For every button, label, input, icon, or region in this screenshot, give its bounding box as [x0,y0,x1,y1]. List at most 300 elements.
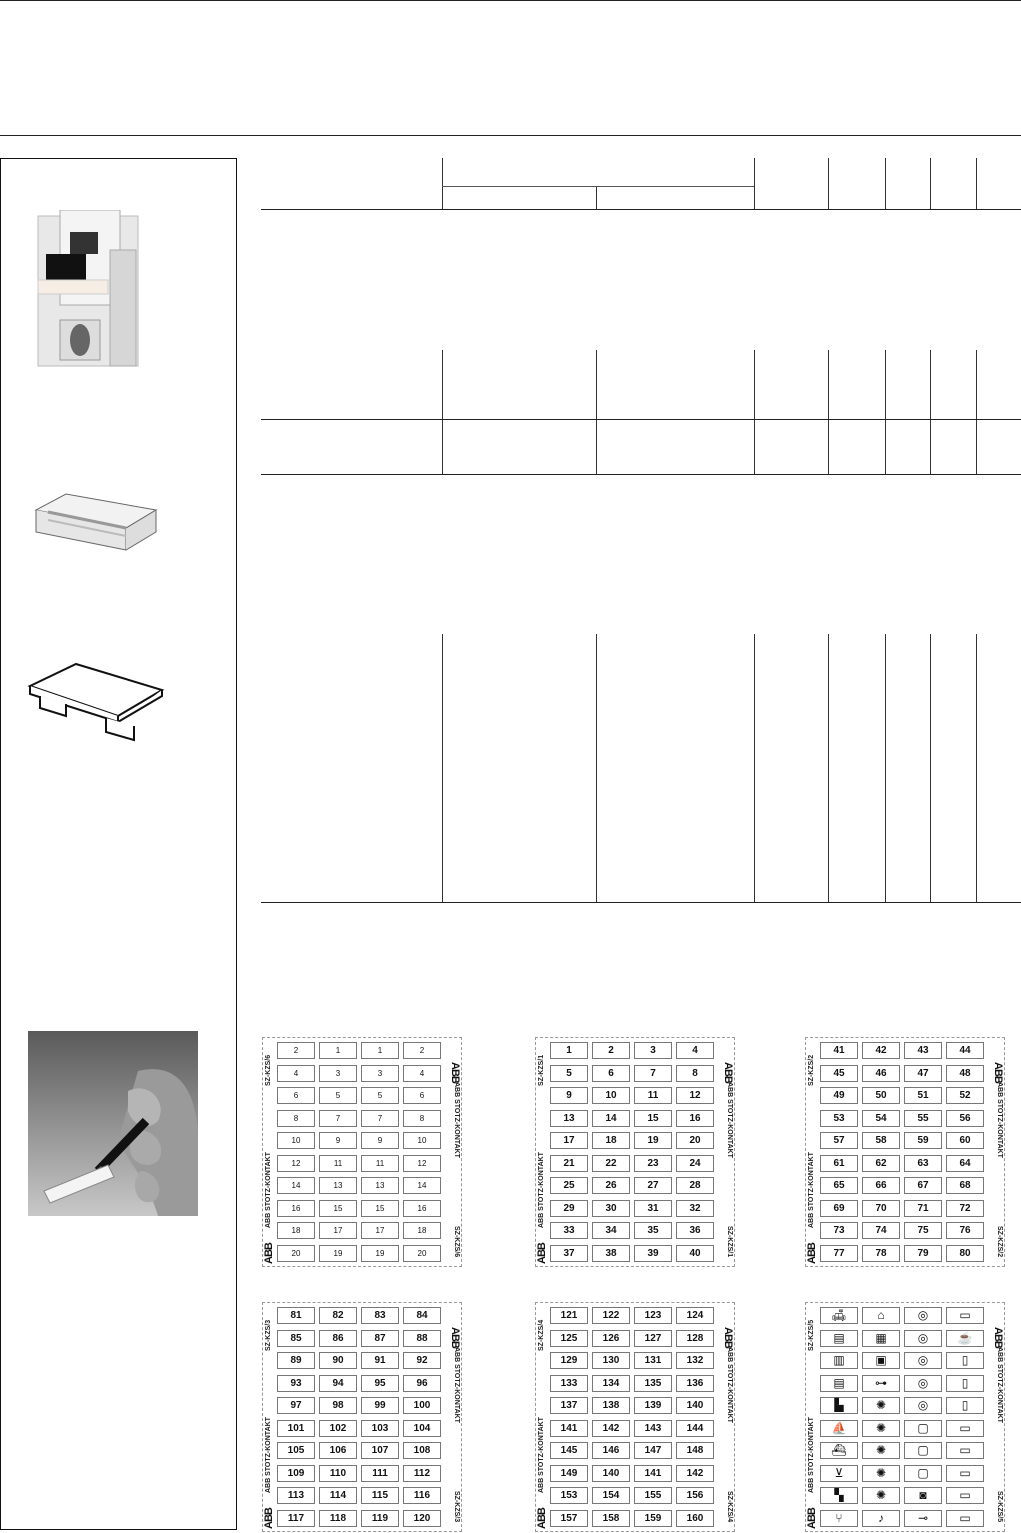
label-cell: 47 [904,1065,942,1082]
label-cell: 41 [820,1042,858,1059]
label-cell: 33 [550,1222,588,1239]
label-cell: 99 [361,1397,399,1414]
label-cell: 76 [946,1222,984,1239]
label-cell: 93 [277,1375,315,1392]
sheet-brand: ABB STOTZ-KONTAKT [538,1152,545,1228]
abb-logo: ABB [722,1327,734,1348]
label-cell: 40 [676,1245,714,1262]
label-cell: 68 [946,1177,984,1194]
label-cell: 154 [592,1487,630,1504]
label-cell: 133 [550,1375,588,1392]
label-cell: 5 [319,1087,357,1104]
socket-icon: ◎ [904,1397,942,1414]
phone-icon: ▯ [946,1352,984,1369]
label-cell: 13 [319,1177,357,1194]
label-cell: 4 [403,1065,441,1082]
label-cell: 160 [676,1510,714,1527]
label-cell: 38 [592,1245,630,1262]
label-cell: 58 [862,1132,900,1149]
label-cell: 75 [904,1222,942,1239]
label-cell: 122 [592,1307,630,1324]
socket-icon: ◎ [904,1352,942,1369]
label-cell: 16 [403,1200,441,1217]
sheet-brand: ABB STOTZ-KONTAKT [265,1152,272,1228]
label-cell: 34 [592,1222,630,1239]
car-icon: ⊶ [862,1375,900,1392]
ship-icon: ⛴ [820,1442,858,1459]
label-cell: 21 [550,1155,588,1172]
abb-logo: ABB [263,1243,275,1264]
sofa-lamp-icon: 🛋 [820,1307,858,1324]
label-cell: 3 [361,1065,399,1082]
label-cell: 141 [550,1420,588,1437]
label-cell: 3 [319,1065,357,1082]
label-cell: 57 [820,1132,858,1149]
label-cell: 71 [904,1200,942,1217]
label-cell: 51 [904,1087,942,1104]
sheet-code: SZ-KZS/5 [996,1491,1003,1523]
label-cell: 88 [403,1330,441,1347]
label-cell: 39 [634,1245,672,1262]
boat-icon: ⛵ [820,1420,858,1437]
label-cell: 7 [319,1110,357,1127]
label-cell: 64 [946,1155,984,1172]
label-cell: 155 [634,1487,672,1504]
abb-logo: ABB [263,1508,275,1529]
transparent-cover-photo [26,490,166,560]
label-cell: 141 [634,1465,672,1482]
sheet-brand: ABB STOTZ-KONTAKT [538,1417,545,1493]
label-cell: 94 [319,1375,357,1392]
label-cell: 145 [550,1442,588,1459]
label-cell: 20 [676,1132,714,1149]
table-vline [976,634,977,903]
label-cell: 106 [319,1442,357,1459]
panel-icon: ▭ [946,1487,984,1504]
label-cell: 36 [676,1222,714,1239]
label-cell: 77 [820,1245,858,1262]
appliance-icon: ▢ [904,1420,942,1437]
label-cell: 112 [403,1465,441,1482]
panel-icon: ▭ [946,1510,984,1527]
label-cell: 118 [319,1510,357,1527]
label-cell: 55 [904,1110,942,1127]
washer-icon: ◙ [904,1487,942,1504]
label-cell: 80 [946,1245,984,1262]
label-cell: 142 [676,1465,714,1482]
panel-icon: ▭ [946,1420,984,1437]
label-cell: 17 [550,1132,588,1149]
abb-logo: ABB [806,1508,818,1529]
label-cell: 65 [820,1177,858,1194]
window-icon: ▦ [862,1330,900,1347]
label-cell: 31 [634,1200,672,1217]
label-cell: 60 [946,1132,984,1149]
label-cell: 5 [361,1087,399,1104]
label-sheet [262,1037,462,1267]
panel-icon: ▭ [946,1442,984,1459]
abb-logo: ABB [992,1062,1004,1083]
label-cell: 1 [550,1042,588,1059]
drill-icon: ⊸ [904,1510,942,1527]
label-cell: 149 [550,1465,588,1482]
label-cell: 32 [676,1200,714,1217]
label-cell: 74 [862,1222,900,1239]
label-cell: 138 [592,1397,630,1414]
label-cell: 96 [403,1375,441,1392]
table-vline [442,158,443,210]
label-cell: 10 [592,1087,630,1104]
ironing-icon: ⊻ [820,1465,858,1482]
abb-logo: ABB [536,1508,548,1529]
bell-icon: ♪ [862,1510,900,1527]
label-cell: 42 [862,1042,900,1059]
table-vline [930,158,931,210]
label-cell: 146 [592,1442,630,1459]
label-cell: 119 [361,1510,399,1527]
label-cell: 83 [361,1307,399,1324]
label-cell: 139 [634,1397,672,1414]
label-cell: 35 [634,1222,672,1239]
label-cell: 104 [403,1420,441,1437]
abb-logo: ABB [536,1243,548,1264]
label-cell: 128 [676,1330,714,1347]
bulb-icon: ✺ [862,1420,900,1437]
table-vline [828,634,829,903]
label-cell: 97 [277,1397,315,1414]
socket-icon: ◎ [904,1330,942,1347]
abb-logo: ABB [992,1327,1004,1348]
bulb-icon: ✺ [862,1397,900,1414]
hand-writing-label-photo [28,1031,198,1216]
table-vline [885,350,886,475]
label-cell: 19 [634,1132,672,1149]
table-vline [885,634,886,903]
label-cell: 92 [403,1352,441,1369]
label-cell: 117 [277,1510,315,1527]
label-cell: 153 [550,1487,588,1504]
label-cell: 54 [862,1110,900,1127]
label-cell: 62 [862,1155,900,1172]
label-cell: 8 [277,1110,315,1127]
label-cell: 53 [820,1110,858,1127]
sheet-code: SZ-KZS/3 [453,1491,460,1523]
label-cell: 72 [946,1200,984,1217]
table-vline [442,634,443,903]
table-vline [930,634,931,903]
bulb-icon: ✺ [862,1465,900,1482]
label-cell: 101 [277,1420,315,1437]
label-cell: 124 [676,1307,714,1324]
appliance-icon: ▢ [904,1465,942,1482]
bed-icon: ▤ [820,1330,858,1347]
bulb-icon: ✺ [862,1442,900,1459]
table-vline [828,350,829,475]
sheet-code: SZ-KZS/2 [808,1054,815,1086]
table-vline [754,634,755,903]
label-cell: 129 [550,1352,588,1369]
label-cell: 132 [676,1352,714,1369]
label-cell: 147 [634,1442,672,1459]
table-row-rule [261,902,1021,903]
table-vline [596,634,597,903]
label-cell: 95 [361,1375,399,1392]
cutlery-icon: ⑂ [820,1510,858,1527]
sheet-brand: ABB STOTZ-KONTAKT [808,1152,815,1228]
label-cell: 5 [550,1065,588,1082]
label-cell: 126 [592,1330,630,1347]
label-cell: 10 [403,1132,441,1149]
sheet-code: SZ-KZS/2 [996,1226,1003,1258]
label-cell: 113 [277,1487,315,1504]
label-cell: 102 [319,1420,357,1437]
label-cell: 30 [592,1200,630,1217]
label-cell: 11 [634,1087,672,1104]
sheet-brand: ABB STOTZ-KONTAKT [996,1082,1003,1158]
label-cell: 45 [820,1065,858,1082]
sheet-code: SZ-KZS/3 [265,1319,272,1351]
label-cell: 67 [904,1177,942,1194]
label-cell: 115 [361,1487,399,1504]
table-vline [930,350,931,475]
panel-icon: ▭ [946,1465,984,1482]
label-carrier-photo [26,660,166,745]
label-cell: 111 [361,1465,399,1482]
sheet-code: SZ-KZS/5 [808,1319,815,1351]
label-cell: 13 [361,1177,399,1194]
abb-logo: ABB [449,1327,461,1348]
label-cell: 98 [319,1397,357,1414]
table-vline [976,158,977,210]
label-cell: 43 [904,1042,942,1059]
top-rule [0,0,1021,1]
appliance-icon: ▢ [904,1442,942,1459]
label-cell: 143 [634,1420,672,1437]
label-cell: 18 [403,1222,441,1239]
label-cell: 2 [592,1042,630,1059]
label-cell: 69 [820,1200,858,1217]
sheet-brand: ABB STOTZ-KONTAKT [453,1347,460,1423]
label-cell: 18 [277,1222,315,1239]
label-cell: 19 [319,1245,357,1262]
abb-logo: ABB [806,1243,818,1264]
bulb-icon: ✺ [862,1487,900,1504]
label-cell: 22 [592,1155,630,1172]
label-cell: 156 [676,1487,714,1504]
label-cell: 25 [550,1177,588,1194]
table-vline [754,350,755,475]
label-cell: 120 [403,1510,441,1527]
table-subheader-rule [442,186,754,187]
label-cell: 7 [361,1110,399,1127]
label-cell: 37 [550,1245,588,1262]
label-cell: 12 [403,1155,441,1172]
house-icon: ⌂ [862,1307,900,1324]
label-cell: 26 [592,1177,630,1194]
label-cell: 123 [634,1307,672,1324]
label-cell: 105 [277,1442,315,1459]
table-vline [596,350,597,475]
label-cell: 6 [277,1087,315,1104]
label-cell: 15 [634,1110,672,1127]
battery-icon: ▭ [946,1307,984,1324]
sheet-brand: ABB STOTZ-KONTAKT [453,1082,460,1158]
label-cell: 63 [904,1155,942,1172]
sheet-brand: ABB STOTZ-KONTAKT [265,1417,272,1493]
label-cell: 13 [550,1110,588,1127]
table-vline [828,158,829,210]
label-cell: 50 [862,1087,900,1104]
label-cell: 52 [946,1087,984,1104]
sheet-code: SZ-KZS/6 [453,1226,460,1258]
label-cell: 136 [676,1375,714,1392]
label-cell: 2 [403,1042,441,1059]
label-cell: 12 [676,1087,714,1104]
circuit-breaker-photo [30,210,150,370]
abb-logo: ABB [722,1062,734,1083]
label-cell: 9 [319,1132,357,1149]
label-cell: 20 [277,1245,315,1262]
label-cell: 29 [550,1200,588,1217]
socket-icon: ◎ [904,1375,942,1392]
label-cell: 9 [361,1132,399,1149]
sheet-code: SZ-KZS/4 [538,1319,545,1351]
label-cell: 158 [592,1510,630,1527]
table-vline [976,350,977,475]
label-cell: 4 [676,1042,714,1059]
label-cell: 14 [592,1110,630,1127]
table-header-rule [261,209,1021,210]
sheet-code: SZ-KZS/1 [538,1054,545,1086]
label-cell: 82 [319,1307,357,1324]
label-sheet [535,1037,735,1267]
label-cell: 130 [592,1352,630,1369]
label-cell: 142 [592,1420,630,1437]
label-cell: 4 [277,1065,315,1082]
abb-logo: ABB [449,1062,461,1083]
sheet-code: SZ-KZS/4 [726,1491,733,1523]
label-cell: 20 [403,1245,441,1262]
label-cell: 90 [319,1352,357,1369]
label-cell: 15 [319,1200,357,1217]
label-cell: 121 [550,1307,588,1324]
kitchen-icon: ▙ [820,1397,858,1414]
sheet-brand: ABB STOTZ-KONTAKT [996,1347,1003,1423]
label-cell: 116 [403,1487,441,1504]
label-cell: 157 [550,1510,588,1527]
sheet-code: SZ-KZS/1 [726,1226,733,1258]
header-bottom-rule [0,135,1021,136]
label-cell: 85 [277,1330,315,1347]
sheet-brand: ABB STOTZ-KONTAKT [726,1347,733,1423]
sheet-code: SZ-KZS/6 [265,1054,272,1086]
label-sheet [805,1302,1005,1532]
label-cell: 56 [946,1110,984,1127]
bed-icon: ▤ [820,1375,858,1392]
socket-icon: ◎ [904,1307,942,1324]
sheet-brand: ABB STOTZ-KONTAKT [726,1082,733,1158]
label-cell: 70 [862,1200,900,1217]
label-cell: 6 [592,1065,630,1082]
label-cell: 12 [277,1155,315,1172]
label-cell: 137 [550,1397,588,1414]
label-cell: 110 [319,1465,357,1482]
label-cell: 108 [403,1442,441,1459]
label-cell: 148 [676,1442,714,1459]
label-cell: 134 [592,1375,630,1392]
table-row-rule [261,419,1021,420]
table-vline [442,350,443,475]
label-cell: 11 [361,1155,399,1172]
label-cell: 46 [862,1065,900,1082]
label-cell: 109 [277,1465,315,1482]
label-cell: 125 [550,1330,588,1347]
garage-icon: ▣ [862,1352,900,1369]
label-cell: 17 [319,1222,357,1239]
label-cell: 14 [403,1177,441,1194]
label-cell: 135 [634,1375,672,1392]
label-cell: 103 [361,1420,399,1437]
label-cell: 1 [319,1042,357,1059]
label-cell: 9 [550,1087,588,1104]
label-cell: 91 [361,1352,399,1369]
label-cell: 100 [403,1397,441,1414]
label-cell: 3 [634,1042,672,1059]
label-cell: 114 [319,1487,357,1504]
label-cell: 59 [904,1132,942,1149]
label-cell: 140 [592,1465,630,1482]
sheet-brand: ABB STOTZ-KONTAKT [808,1417,815,1493]
label-cell: 10 [277,1132,315,1149]
label-cell: 8 [676,1065,714,1082]
label-cell: 131 [634,1352,672,1369]
label-cell: 16 [277,1200,315,1217]
phone-icon: ▯ [946,1375,984,1392]
label-cell: 11 [319,1155,357,1172]
label-cell: 1 [361,1042,399,1059]
label-cell: 28 [676,1177,714,1194]
label-cell: 61 [820,1155,858,1172]
label-cell: 15 [361,1200,399,1217]
label-sheet [805,1037,1005,1267]
label-cell: 44 [946,1042,984,1059]
label-cell: 78 [862,1245,900,1262]
label-cell: 48 [946,1065,984,1082]
label-cell: 73 [820,1222,858,1239]
label-cell: 16 [676,1110,714,1127]
label-cell: 6 [403,1087,441,1104]
label-cell: 127 [634,1330,672,1347]
label-cell: 66 [862,1177,900,1194]
cup-icon: ☕ [946,1330,984,1347]
label-cell: 89 [277,1352,315,1369]
label-cell: 24 [676,1155,714,1172]
desk-icon: ▚ [820,1487,858,1504]
table-vline [754,158,755,210]
label-cell: 8 [403,1110,441,1127]
label-cell: 87 [361,1330,399,1347]
label-cell: 140 [676,1397,714,1414]
label-cell: 49 [820,1087,858,1104]
label-sheet [535,1302,735,1532]
label-cell: 144 [676,1420,714,1437]
label-cell: 14 [277,1177,315,1194]
label-cell: 84 [403,1307,441,1324]
label-sheet [262,1302,462,1532]
label-cell: 27 [634,1177,672,1194]
table-row-rule [261,474,1021,475]
label-cell: 79 [904,1245,942,1262]
